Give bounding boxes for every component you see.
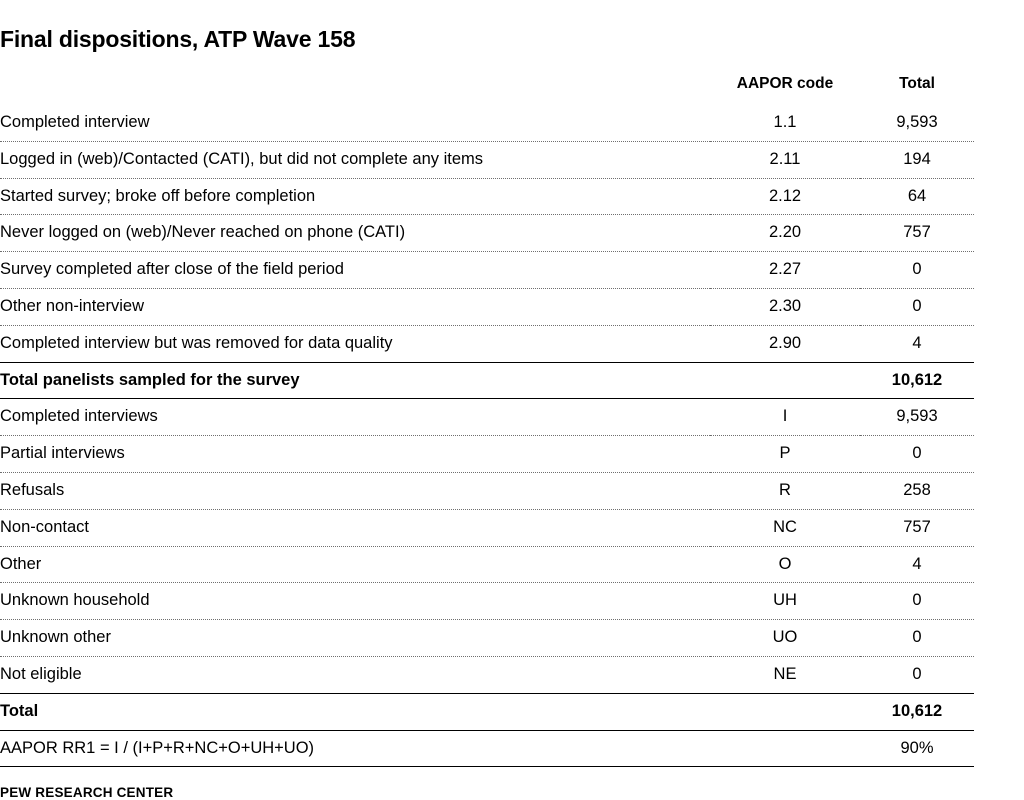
row-code: 2.11	[710, 141, 860, 178]
row-total: 757	[860, 509, 974, 546]
table-row	[0, 546, 974, 583]
table-row	[0, 436, 974, 473]
row-total: 9,593	[860, 399, 974, 436]
subtotal-row-total	[0, 693, 974, 730]
table-row	[0, 141, 974, 178]
table-row	[0, 178, 974, 215]
row-total: 258	[860, 472, 974, 509]
table-row	[0, 288, 974, 325]
row-code: R	[710, 472, 860, 509]
row-label: Partial interviews	[0, 436, 710, 473]
row-total: 64	[860, 178, 974, 215]
row-total: 10,612	[860, 362, 974, 399]
row-code: UH	[710, 583, 860, 620]
row-total: 0	[860, 436, 974, 473]
table-header	[0, 75, 974, 105]
row-label: Unknown household	[0, 583, 710, 620]
header-row	[0, 75, 974, 105]
row-label: Unknown other	[0, 620, 710, 657]
row-label: Started survey; broke off before completion	[0, 178, 710, 215]
table-row	[0, 472, 974, 509]
table-row	[0, 105, 974, 141]
response-rate-row	[0, 730, 974, 767]
column-header-aapor-code: AAPOR code	[736, 75, 834, 92]
row-label: Total	[0, 693, 710, 730]
row-total: 0	[860, 288, 974, 325]
table-row	[0, 583, 974, 620]
row-code: 1.1	[710, 105, 860, 141]
table-row	[0, 325, 974, 362]
row-total: 194	[860, 141, 974, 178]
row-label: Survey completed after close of the field period	[0, 252, 710, 289]
column-header-total: Total	[899, 75, 935, 92]
row-code	[710, 362, 860, 399]
table-row	[0, 656, 974, 693]
row-code: I	[710, 399, 860, 436]
row-label: Never logged on (web)/Never reached on phone (CATI)	[0, 215, 710, 252]
row-code: 2.30	[710, 288, 860, 325]
row-label: Other	[0, 546, 710, 583]
table-row	[0, 252, 974, 289]
row-total: 757	[860, 215, 974, 252]
row-code: 2.90	[710, 325, 860, 362]
table-row	[0, 509, 974, 546]
source-footer: PEW RESEARCH CENTER	[0, 785, 174, 800]
row-label: Logged in (web)/Contacted (CATI), but did not complete any items	[0, 141, 710, 178]
row-label: Completed interview	[0, 105, 710, 141]
page-title: Final dispositions, ATP Wave 158	[0, 26, 356, 52]
row-total: 4	[860, 546, 974, 583]
row-label: Completed interview but was removed for data quality	[0, 325, 710, 362]
row-code: NC	[710, 509, 860, 546]
row-code: O	[710, 546, 860, 583]
row-label: Total panelists sampled for the survey	[0, 362, 710, 399]
row-code	[710, 730, 860, 767]
column-header-label	[0, 75, 710, 105]
row-label: Other non-interview	[0, 288, 710, 325]
row-total: 4	[860, 325, 974, 362]
subtotal-row-panelists-sampled	[0, 362, 974, 399]
row-total: 9,593	[860, 105, 974, 141]
row-total: 0	[860, 656, 974, 693]
row-label: Refusals	[0, 472, 710, 509]
row-label: AAPOR RR1 = I / (I+P+R+NC+O+UH+UO)	[0, 730, 710, 767]
row-total: 0	[860, 252, 974, 289]
row-code	[710, 693, 860, 730]
table-row	[0, 215, 974, 252]
table-row	[0, 620, 974, 657]
table-row	[0, 399, 974, 436]
dispositions-table	[0, 75, 974, 767]
row-label: Completed interviews	[0, 399, 710, 436]
row-code: 2.12	[710, 178, 860, 215]
row-code: 2.27	[710, 252, 860, 289]
row-total: 0	[860, 583, 974, 620]
row-code: UO	[710, 620, 860, 657]
row-code: NE	[710, 656, 860, 693]
row-code: 2.20	[710, 215, 860, 252]
row-total: 90%	[860, 730, 974, 767]
row-label: Not eligible	[0, 656, 710, 693]
row-total: 0	[860, 620, 974, 657]
row-code: P	[710, 436, 860, 473]
row-label: Non-contact	[0, 509, 710, 546]
row-total: 10,612	[860, 693, 974, 730]
table-body	[0, 105, 974, 767]
